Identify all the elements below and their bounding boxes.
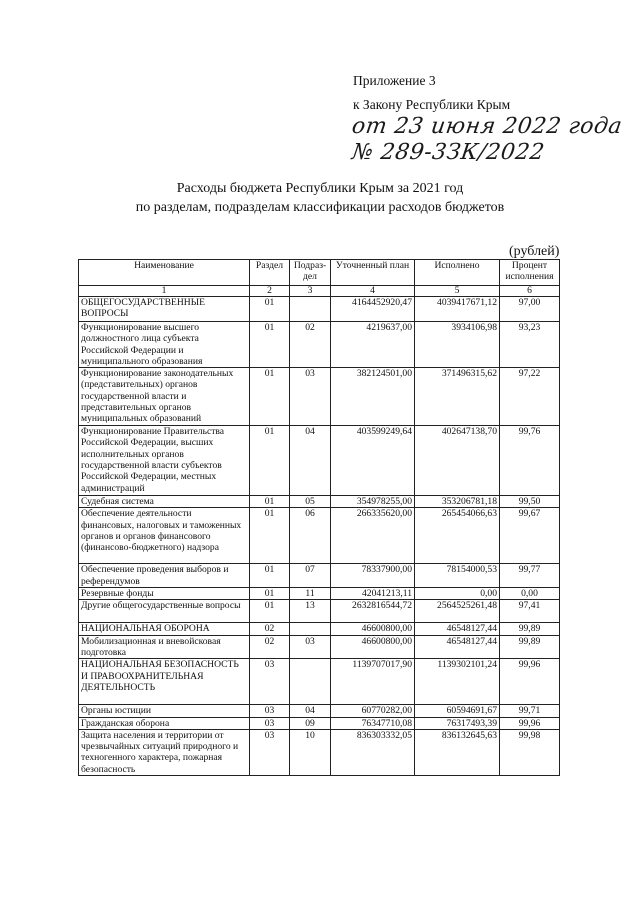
row-section-code: 01 bbox=[250, 297, 290, 322]
row-done-amount: 4039417671,12 bbox=[415, 297, 500, 322]
header-name: Наименование bbox=[79, 260, 250, 286]
row-section-code: 03 bbox=[250, 659, 290, 705]
row-plan-amount: 42041213,11 bbox=[331, 588, 415, 600]
colnum: 5 bbox=[415, 286, 500, 297]
row-plan-amount: 46600800,00 bbox=[331, 623, 415, 635]
appendix-law-reference: к Закону Республики Крым bbox=[353, 97, 511, 112]
row-subsection-code: 07 bbox=[290, 564, 331, 588]
row-section-code: 01 bbox=[250, 588, 290, 600]
row-name: НАЦИОНАЛЬНАЯ ОБОРОНА bbox=[79, 623, 250, 635]
row-percent: 99,89 bbox=[500, 635, 560, 659]
row-percent: 0,00 bbox=[500, 588, 560, 600]
row-subsection-code: 06 bbox=[290, 508, 331, 564]
header-done: Исполнено bbox=[415, 260, 500, 286]
table-row bbox=[79, 717, 560, 729]
row-section-code: 02 bbox=[250, 635, 290, 659]
row-percent: 97,41 bbox=[500, 600, 560, 623]
row-subsection-code: 10 bbox=[290, 729, 331, 775]
row-done-amount: 353206781,18 bbox=[415, 496, 500, 508]
document-title: Расходы бюджета Республики Крым за 2021 год bbox=[176, 181, 464, 196]
table-row bbox=[79, 508, 560, 564]
row-subsection-code bbox=[290, 623, 331, 635]
row-done-amount: 265454066,63 bbox=[415, 508, 500, 564]
row-subsection-code bbox=[290, 297, 331, 322]
row-name: НАЦИОНАЛЬНАЯ БЕЗОПАСНОСТЬ И ПРАВООХРАНИТЕЛЬНАЯ ДЕЯТЕЛЬНОСТЬ bbox=[79, 659, 250, 705]
row-subsection-code: 04 bbox=[290, 705, 331, 717]
row-section-code: 03 bbox=[250, 717, 290, 729]
row-done-amount: 402647138,70 bbox=[415, 426, 500, 496]
row-section-code: 01 bbox=[250, 564, 290, 588]
table-row bbox=[79, 496, 560, 508]
row-name: Защита населения и территории от чрезвычайных ситуаций природного и техногенного характера, пожарная безопасность bbox=[79, 729, 250, 775]
row-subsection-code bbox=[290, 659, 331, 705]
row-done-amount: 60594691,67 bbox=[415, 705, 500, 717]
row-name: Резервные фонды bbox=[79, 588, 250, 600]
table-row bbox=[79, 659, 560, 705]
row-name: Функционирование высшего должностного лица субъекта Российской Федерации и муниципального образования bbox=[79, 322, 250, 368]
table-row bbox=[79, 426, 560, 496]
row-section-code: 02 bbox=[250, 623, 290, 635]
row-subsection-code: 02 bbox=[290, 322, 331, 368]
row-percent: 99,96 bbox=[500, 717, 560, 729]
row-section-code: 01 bbox=[250, 426, 290, 496]
header-percent: Процент исполнения bbox=[500, 260, 560, 286]
row-section-code: 01 bbox=[250, 508, 290, 564]
row-percent: 97,00 bbox=[500, 297, 560, 322]
row-plan-amount: 76347710,08 bbox=[331, 717, 415, 729]
row-name: Судебная система bbox=[79, 496, 250, 508]
row-done-amount: 0,00 bbox=[415, 588, 500, 600]
row-subsection-code: 04 bbox=[290, 426, 331, 496]
header-row bbox=[79, 260, 560, 286]
table-row bbox=[79, 705, 560, 717]
row-percent: 97,22 bbox=[500, 368, 560, 426]
row-done-amount: 3934106,98 bbox=[415, 322, 500, 368]
row-done-amount: 76317493,39 bbox=[415, 717, 500, 729]
row-done-amount: 836132645,63 bbox=[415, 729, 500, 775]
row-plan-amount: 60770282,00 bbox=[331, 705, 415, 717]
row-subsection-code: 13 bbox=[290, 600, 331, 623]
row-subsection-code: 05 bbox=[290, 496, 331, 508]
row-percent: 99,77 bbox=[500, 564, 560, 588]
table-row bbox=[79, 588, 560, 600]
row-name: Обеспечение деятельности финансовых, налоговых и таможенных органов и органов финансового (финансово-бюджетного) надзора bbox=[79, 508, 250, 564]
row-plan-amount: 382124501,00 bbox=[331, 368, 415, 426]
table-row bbox=[79, 368, 560, 426]
row-name: Гражданская оборона bbox=[79, 717, 250, 729]
header-plan: Уточненный план bbox=[331, 260, 415, 286]
row-subsection-code: 11 bbox=[290, 588, 331, 600]
row-percent: 99,71 bbox=[500, 705, 560, 717]
colnum: 3 bbox=[290, 286, 331, 297]
row-percent: 93,23 bbox=[500, 322, 560, 368]
unit-label: (рублей) bbox=[509, 244, 560, 259]
row-section-code: 03 bbox=[250, 729, 290, 775]
row-plan-amount: 836303332,05 bbox=[331, 729, 415, 775]
row-plan-amount: 78337900,00 bbox=[331, 564, 415, 588]
row-section-code: 01 bbox=[250, 600, 290, 623]
row-name: Функционирование законодательных (представительных) органов государственной власти и представительных органов муниципальных образований bbox=[79, 368, 250, 426]
row-plan-amount: 1139707017,90 bbox=[331, 659, 415, 705]
row-name: ОБЩЕГОСУДАРСТВЕННЫЕ ВОПРОСЫ bbox=[79, 297, 250, 322]
row-subsection-code: 03 bbox=[290, 635, 331, 659]
row-section-code: 01 bbox=[250, 496, 290, 508]
row-plan-amount: 403599249,64 bbox=[331, 426, 415, 496]
handwritten-date: от 23 июня 2022 года bbox=[350, 114, 624, 139]
row-section-code: 01 bbox=[250, 322, 290, 368]
row-plan-amount: 4219637,00 bbox=[331, 322, 415, 368]
row-percent: 99,67 bbox=[500, 508, 560, 564]
row-plan-amount: 4164452920,47 bbox=[331, 297, 415, 322]
row-subsection-code: 09 bbox=[290, 717, 331, 729]
row-name: Мобилизационная и вневойсковая подготовка bbox=[79, 635, 250, 659]
row-percent: 99,50 bbox=[500, 496, 560, 508]
colnum: 6 bbox=[500, 286, 560, 297]
table-row bbox=[79, 297, 560, 322]
header-section: Раздел bbox=[250, 260, 290, 286]
colnum: 1 bbox=[79, 286, 250, 297]
table-row bbox=[79, 564, 560, 588]
row-done-amount: 46548127,44 bbox=[415, 635, 500, 659]
row-done-amount: 78154000,53 bbox=[415, 564, 500, 588]
row-name: Обеспечение проведения выборов и референдумов bbox=[79, 564, 250, 588]
row-plan-amount: 46600800,00 bbox=[331, 635, 415, 659]
row-percent: 99,89 bbox=[500, 623, 560, 635]
document-subtitle: по разделам, подразделам классификации расходов бюджетов bbox=[135, 200, 505, 215]
row-percent: 99,98 bbox=[500, 729, 560, 775]
row-done-amount: 2564525261,48 bbox=[415, 600, 500, 623]
colnum: 2 bbox=[250, 286, 290, 297]
row-subsection-code: 03 bbox=[290, 368, 331, 426]
row-done-amount: 1139302101,24 bbox=[415, 659, 500, 705]
row-plan-amount: 2632816544,72 bbox=[331, 600, 415, 623]
table-row bbox=[79, 729, 560, 775]
header-subsection: Подраз-дел bbox=[290, 260, 331, 286]
row-done-amount: 371496315,62 bbox=[415, 368, 500, 426]
colnum: 4 bbox=[331, 286, 415, 297]
table-row bbox=[79, 322, 560, 368]
row-percent: 99,76 bbox=[500, 426, 560, 496]
row-section-code: 01 bbox=[250, 368, 290, 426]
table-row bbox=[79, 635, 560, 659]
row-name: Другие общегосударственные вопросы bbox=[79, 600, 250, 623]
row-percent: 99,96 bbox=[500, 659, 560, 705]
appendix-number: Приложение 3 bbox=[353, 73, 436, 88]
table-row bbox=[79, 623, 560, 635]
table-row bbox=[79, 600, 560, 623]
expenditure-table bbox=[78, 259, 560, 776]
row-name: Органы юстиции bbox=[79, 705, 250, 717]
handwritten-number: № 289-3ЗК/2022 bbox=[350, 140, 547, 165]
row-plan-amount: 266335620,00 bbox=[331, 508, 415, 564]
row-section-code: 03 bbox=[250, 705, 290, 717]
row-plan-amount: 354978255,00 bbox=[331, 496, 415, 508]
row-name: Функционирование Правительства Российской Федерации, высших исполнительных органов государственной власти субъектов Российской Федерации, местных администраций bbox=[79, 426, 250, 496]
column-number-row bbox=[79, 286, 560, 297]
row-done-amount: 46548127,44 bbox=[415, 623, 500, 635]
